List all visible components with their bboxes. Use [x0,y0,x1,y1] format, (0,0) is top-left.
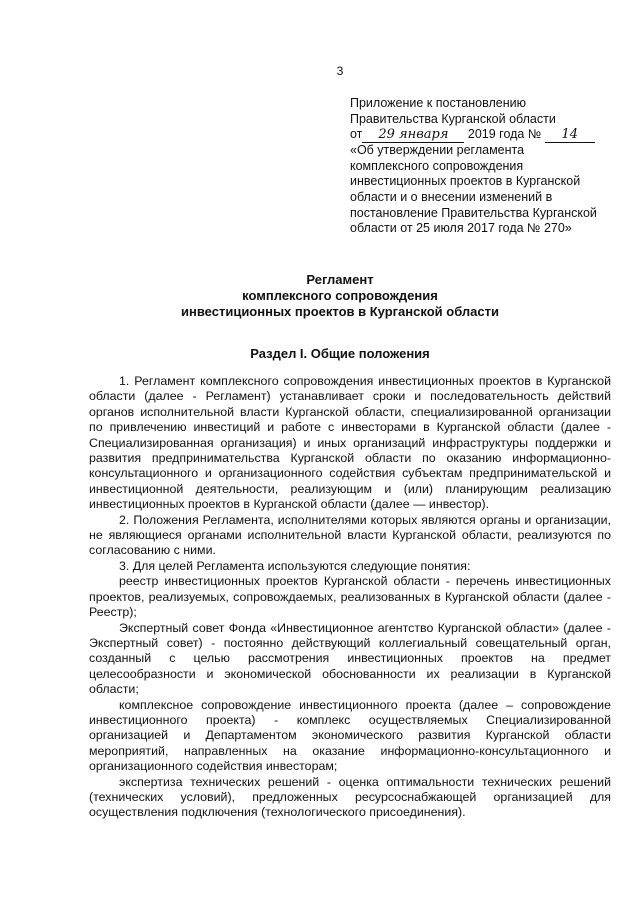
document-body [89,374,611,821]
document-title-line-3: инвестиционных проектов в Курганской области [181,304,499,319]
section-title: Раздел I. Общие положения [250,346,430,361]
document-title [0,272,640,320]
definition-registry: реестр инвестиционных проектов Курганской области - перечень инвестиционных проектов, реализуемых, сопровождаемых, реализованных в Курганской области (далее - Реестр); [89,574,611,620]
document-title-line-2: комплексного сопровождения [242,288,438,303]
appendix-line-2: Правительства Курганской области [350,111,556,126]
handwritten-number: 14 [545,128,595,143]
document-title-line-1: Регламент [306,272,374,287]
appendix-line-8: постановление Правительства Курганской [350,205,597,220]
appendix-line-4: «Об утверждении регламента [350,143,525,158]
appendix-line-9: области от 25 июля 2017 года № 270» [350,221,572,236]
appendix-line-1: Приложение к постановлению [350,96,526,110]
definition-technical-expertise: экспертиза технических решений - оценка оптимальности технических решений (технических условий), предложенных ресурсоснабжающей организацией для осуществления подключения (технологического присоединения). [89,774,611,820]
appendix-line-6: инвестиционных проектов в Курганской [350,174,581,189]
appendix-from-prefix: от [350,127,363,142]
appendix-block [350,96,610,237]
paragraph-2: 2. Положения Регламента, исполнителями которых являются органы и организации, не являющиеся органами исполнительной власти Курганской области, реализуются по согласованию с ними. [89,512,611,558]
definition-support: комплексное сопровождение инвестиционного проекта (далее – сопровождение инвестиционного проекта) - комплекс осуществляемых Специализированной организацией и Департаментом экономического развития Курганской области мероприятий, направленных на оказание информационно-консультационного и организационного содействия инвесторам; [89,697,611,774]
definition-expert-council: Экспертный совет Фонда «Инвестиционное агентство Курганской области» (далее - Экспертный совет) - постоянно действующий коллегиальный совещательный орган, созданный с целью рассмотрения инвестиционных проектов на предмет целесообразности и экономической обоснованности их реализации в Курганской области; [89,620,611,697]
appendix-line-7: области и о внесении изменений в [350,189,553,204]
appendix-date-line [350,127,610,143]
appendix-line-5: комплексного сопровождения [350,158,524,173]
paragraph-3: 3. Для целей Регламента используются следующие понятия: [119,558,471,573]
appendix-year-text: 2019 года № [467,127,542,142]
paragraph-1: 1. Регламент комплексного сопровождения инвестиционных проектов в Курганской области (далее - Регламент) устанавливает сроки и последовательность действий органов исполнительной власти Курганской области, специализированной организации по привлечению инвестиций и работе с инвесторами в Курганской области (далее - Специализированная организация) и иных организаций инфраструктуры поддержки и развития предпринимательства Курганской области по оказанию информационно-консультационного и организационного содействия субъектам предпринимательской и инвестиционной деятельности, реализующим и (или) планирующим реализацию инвестиционных проектов в Курганской области (далее — инвестор). [89,374,611,512]
page-number: 3 [336,64,344,78]
handwritten-date: 29 января [362,128,464,143]
